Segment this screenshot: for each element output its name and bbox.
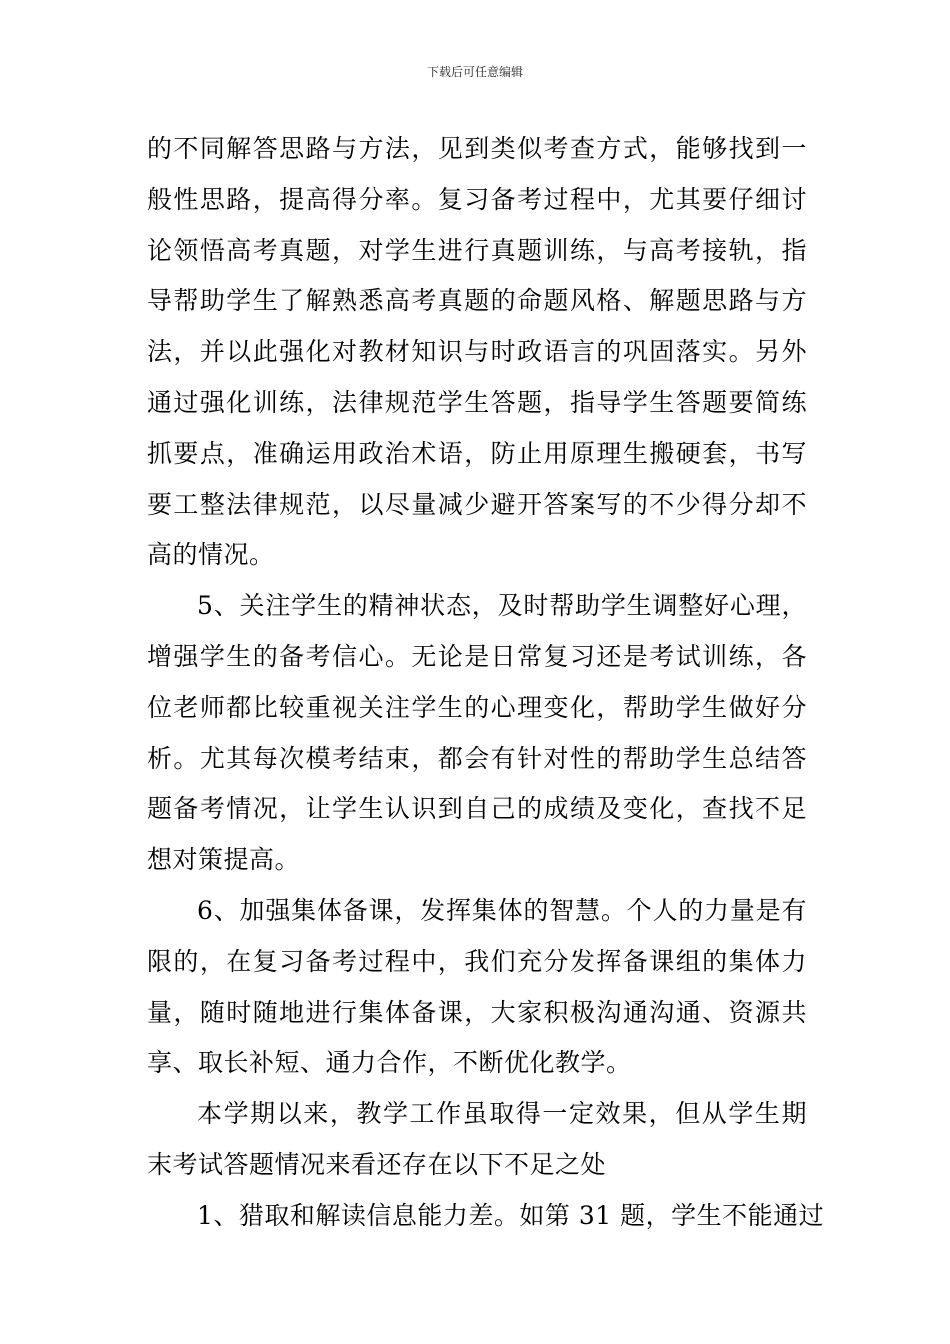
text-line: 法，并以此强化对教材知识与时政语言的巩固落实。另外 <box>147 337 807 367</box>
paragraph <box>147 886 807 1089</box>
document-body <box>147 124 825 1242</box>
text-line: 导帮助学生了解熟悉高考真题的命题风格、解题思路与方 <box>147 286 807 316</box>
text-line: 要工整法律规范，以尽量减少避开答案写的不少得分却不 <box>147 489 807 519</box>
page-header: 下载后可任意编辑 <box>426 65 523 79</box>
paragraph <box>147 1089 807 1191</box>
text-line: 的不同解答思路与方法，见到类似考查方式，能够找到一 <box>147 134 807 163</box>
text-line: 1、猎取和解读信息能力差。如第 31 题，学生不能通过 <box>197 1200 825 1230</box>
text-line: 般性思路，提高得分率。复习备考过程中，尤其要仔细讨 <box>147 184 807 214</box>
text-line: 想对策提高。 <box>147 845 301 875</box>
text-line: 5、关注学生的精神状态，及时帮助学生调整好心理， <box>197 591 807 621</box>
paragraph <box>147 581 807 886</box>
paragraph <box>147 124 807 581</box>
text-line: 限的，在复习备考过程中，我们充分发挥备课组的集体力 <box>147 946 807 976</box>
text-line: 通过强化训练，法律规范学生答题，指导学生答题要简练 <box>147 387 807 417</box>
text-line: 6、加强集体备课，发挥集体的智慧。个人的力量是有 <box>197 895 807 925</box>
paragraph <box>147 1191 825 1242</box>
text-line: 论领悟高考真题，对学生进行真题训练，与高考接轨，指 <box>147 235 807 265</box>
text-line: 高的情况。 <box>147 540 275 570</box>
text-line: 位老师都比较重视关注学生的心理变化，帮助学生做好分 <box>147 692 807 722</box>
text-line: 抓要点，准确运用政治术语，防止用原理生搬硬套，书写 <box>147 438 807 468</box>
text-line: 量，随时随地进行集体备课，大家积极沟通沟通、资源共 <box>147 997 807 1027</box>
text-line: 析。尤其每次模考结束，都会有针对性的帮助学生总结答 <box>147 743 807 773</box>
text-line: 末考试答题情况来看还存在以下不足之处 <box>147 1149 607 1179</box>
text-line: 本学期以来，教学工作虽取得一定效果，但从学生期 <box>197 1099 807 1129</box>
text-line: 增强学生的备考信心。无论是日常复习还是考试训练，各 <box>147 641 807 671</box>
text-line: 题备考情况，让学生认识到自己的成绩及变化，查找不足 <box>147 794 807 824</box>
text-line: 享、取长补短、通力合作，不断优化教学。 <box>147 1048 632 1078</box>
